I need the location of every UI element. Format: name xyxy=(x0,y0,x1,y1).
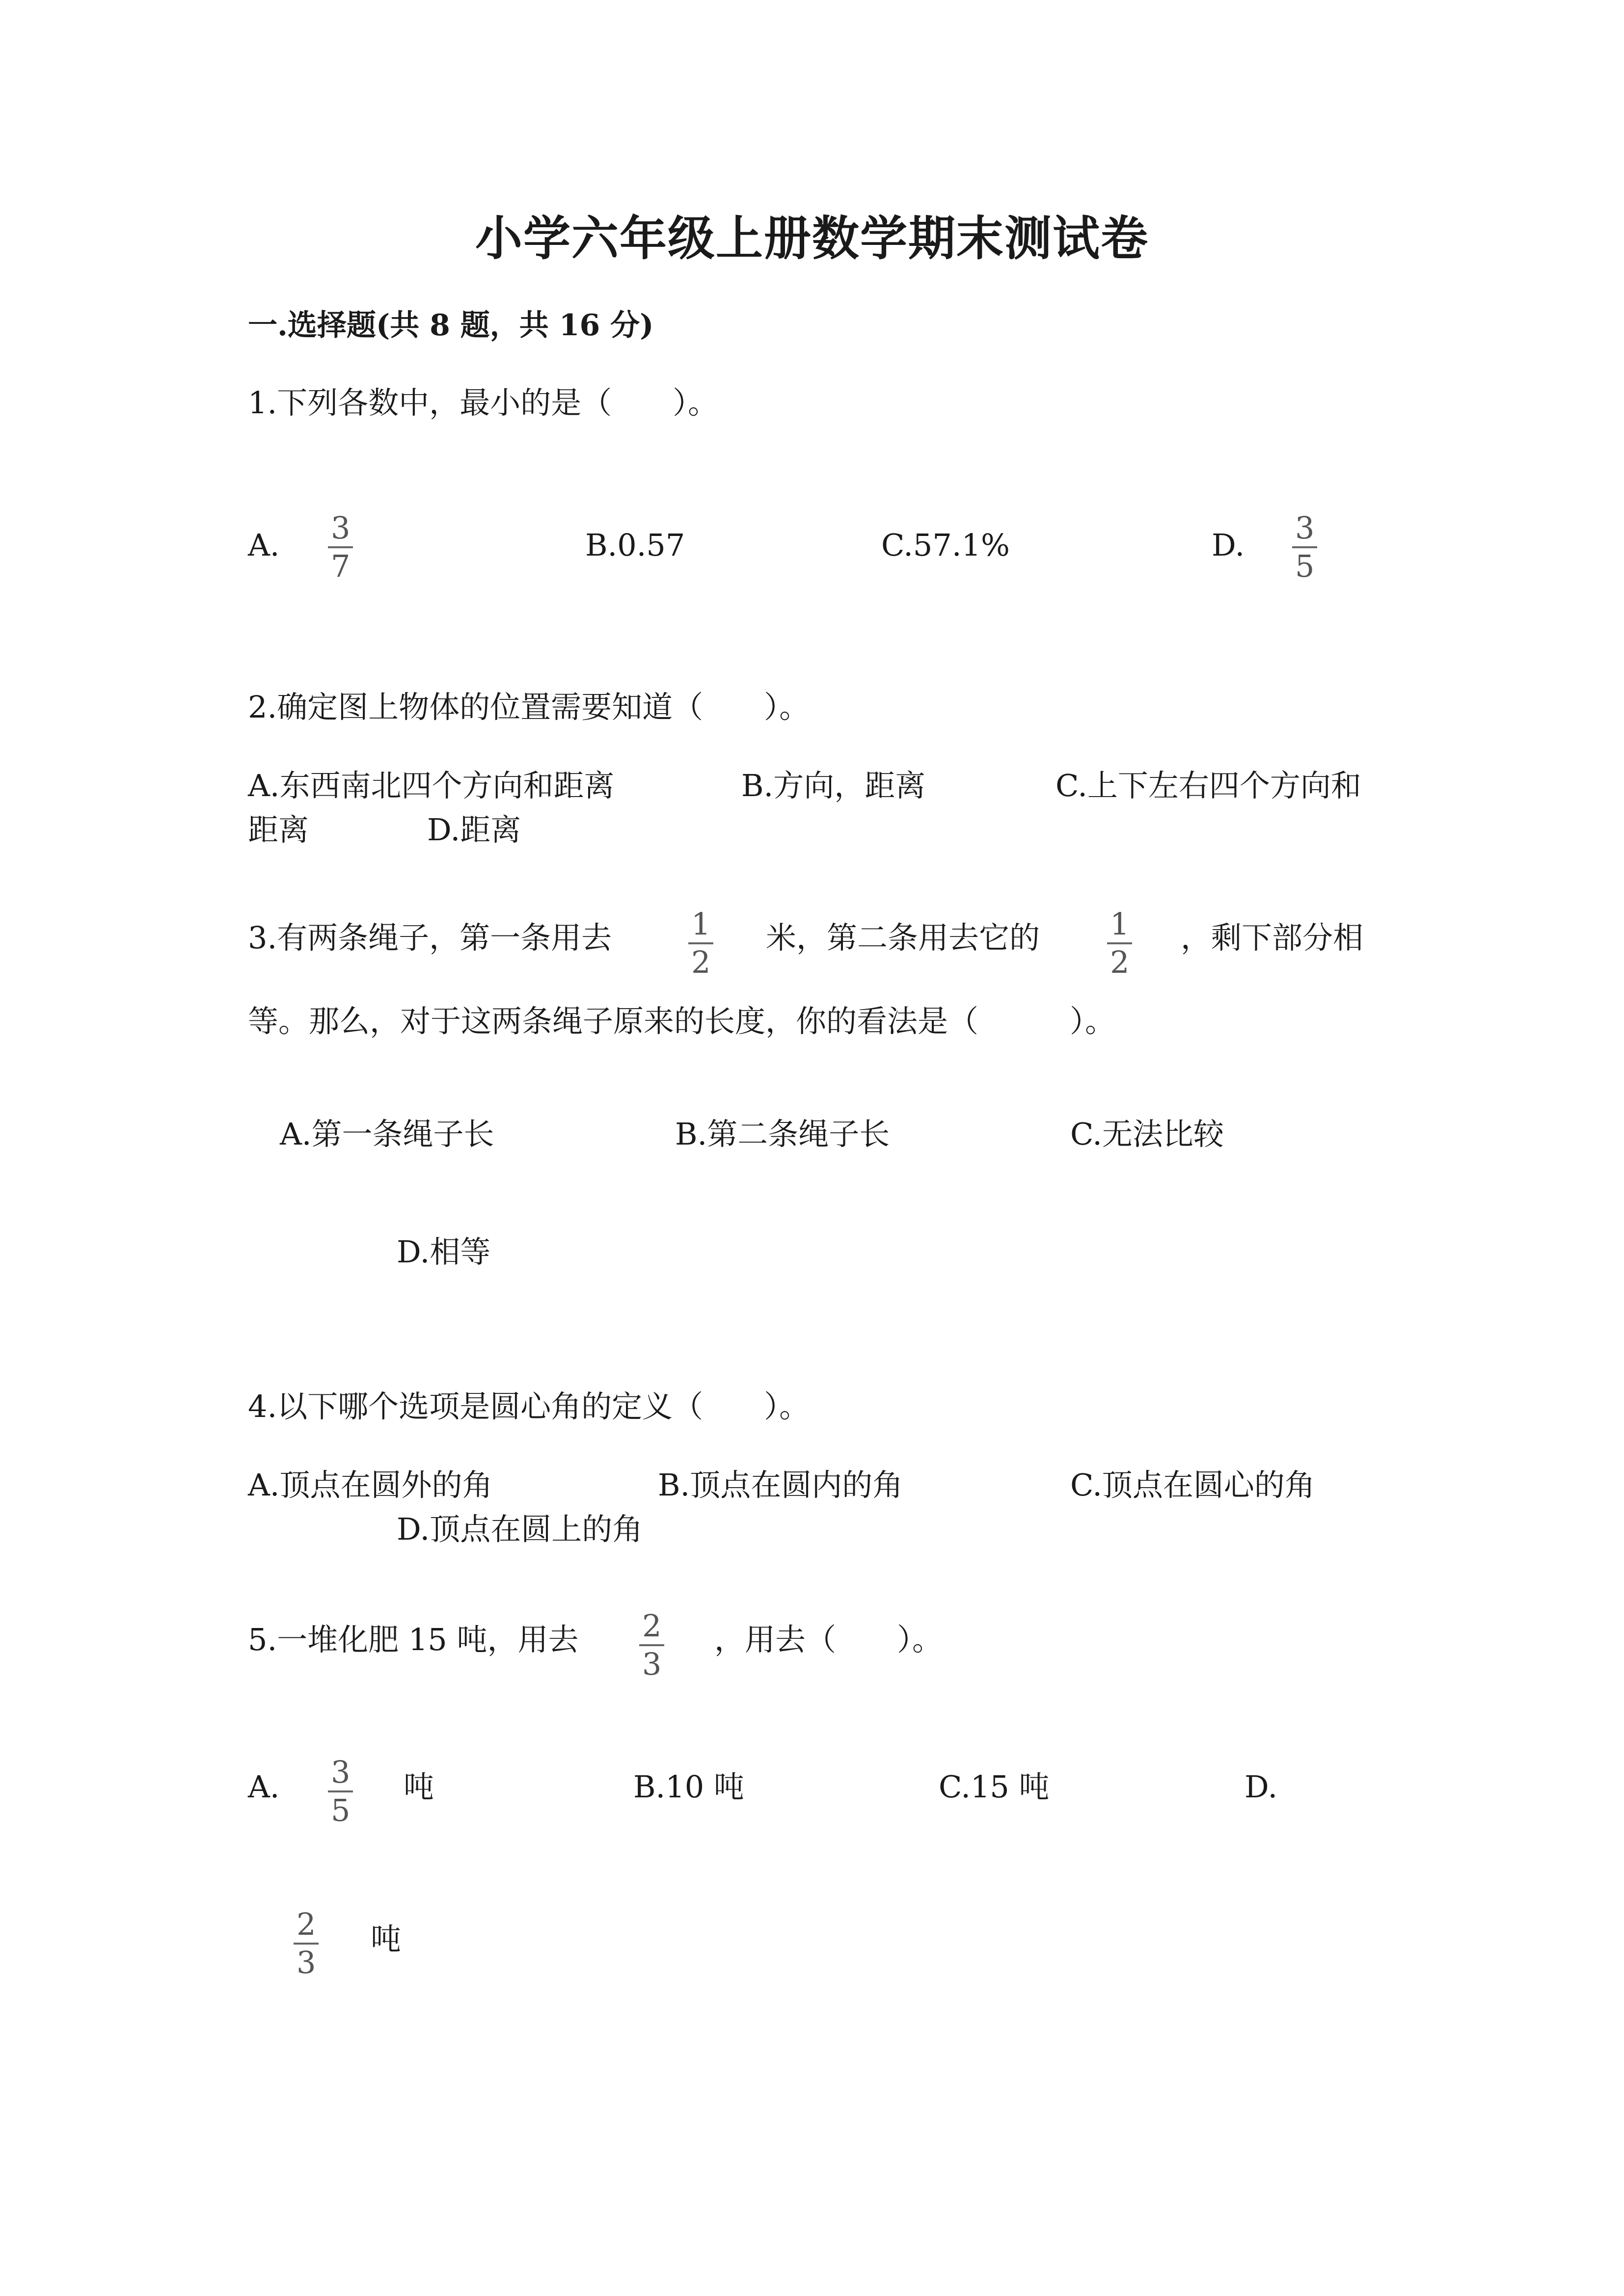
fraction-numerator: 2 xyxy=(297,1906,316,1942)
question-1-stem: 1.下列各数中，最小的是（ ）。 xyxy=(248,385,719,421)
q4-option-b: B.顶点在圆内的角 xyxy=(658,1467,903,1503)
question-3-stem-part3: ，剩下部分相 xyxy=(1181,920,1364,956)
q3-option-d: D.相等 xyxy=(397,1234,491,1270)
q5-option-d-unit: 吨 xyxy=(371,1921,402,1957)
question-3-stem-line2: 等。那么，对于这两条绳子原来的长度，你的看法是（ ）。 xyxy=(248,1003,1116,1039)
q1-option-c: C.57.1% xyxy=(881,527,1010,563)
q5-stem-fraction xyxy=(639,1608,664,1682)
q5-option-a-label: A. xyxy=(248,1769,280,1805)
q2-option-c-continued: 距离 xyxy=(248,812,309,848)
q5-option-d-label: D. xyxy=(1245,1769,1278,1805)
q1-option-d-label: D. xyxy=(1212,527,1245,563)
fraction-denominator: 2 xyxy=(691,944,711,980)
fraction-denominator: 3 xyxy=(297,1945,316,1980)
section-heading: 一.选择题(共 8 题，共 16 分) xyxy=(248,308,654,343)
q1-option-d-fraction xyxy=(1292,510,1317,584)
question-5-stem-part1: 5.一堆化肥 15 吨，用去 xyxy=(248,1622,579,1657)
q5-option-a-unit: 吨 xyxy=(404,1769,434,1805)
fraction-numerator: 3 xyxy=(331,1754,351,1790)
q3-option-b: B.第二条绳子长 xyxy=(675,1116,890,1152)
q2-option-c: C.上下左右四个方向和 xyxy=(1056,768,1361,803)
fraction-denominator: 5 xyxy=(1295,548,1315,584)
q5-option-b: B.10 吨 xyxy=(633,1769,744,1805)
page-title: 小学六年级上册数学期末测试卷 xyxy=(475,211,1149,266)
fraction-numerator: 3 xyxy=(1295,510,1315,546)
question-2-stem: 2.确定图上物体的位置需要知道（ ）。 xyxy=(248,689,810,725)
q4-option-c: C.顶点在圆心的角 xyxy=(1070,1467,1315,1503)
fraction-numerator: 2 xyxy=(642,1608,662,1644)
q1-option-a-label: A. xyxy=(248,527,280,563)
fraction-denominator: 3 xyxy=(642,1646,662,1682)
q2-option-b: B.方向，距离 xyxy=(741,768,926,803)
question-3-stem-part1: 3.有两条绳子，第一条用去 xyxy=(248,920,612,956)
question-3-stem-part2: 米，第二条用去它的 xyxy=(766,920,1040,956)
q3-option-c: C.无法比较 xyxy=(1070,1116,1224,1152)
q1-option-b: B.0.57 xyxy=(585,527,685,563)
question-4-stem: 4.以下哪个选项是圆心角的定义（ ）。 xyxy=(248,1388,810,1424)
q1-option-a-fraction xyxy=(328,510,353,584)
q5-option-d-fraction xyxy=(294,1906,319,1980)
q3-option-a: A.第一条绳子长 xyxy=(280,1116,494,1152)
fraction-numerator: 3 xyxy=(331,510,351,546)
q5-option-c: C.15 吨 xyxy=(939,1769,1050,1805)
q2-option-a: A.东西南北四个方向和距离 xyxy=(248,768,615,803)
fraction-numerator: 1 xyxy=(1110,906,1130,942)
q4-option-d: D.顶点在圆上的角 xyxy=(397,1511,643,1547)
q3-stem-fraction-2 xyxy=(1107,906,1132,980)
fraction-numerator: 1 xyxy=(691,906,711,942)
q2-option-d: D.距离 xyxy=(427,812,521,848)
fraction-denominator: 5 xyxy=(331,1792,351,1828)
q3-stem-fraction-1 xyxy=(688,906,713,980)
question-5-stem-part2: ，用去（ ）。 xyxy=(714,1622,943,1657)
fraction-denominator: 7 xyxy=(331,548,351,584)
q4-option-a: A.顶点在圆外的角 xyxy=(248,1467,493,1503)
q5-option-a-fraction xyxy=(328,1754,353,1828)
fraction-denominator: 2 xyxy=(1110,944,1130,980)
